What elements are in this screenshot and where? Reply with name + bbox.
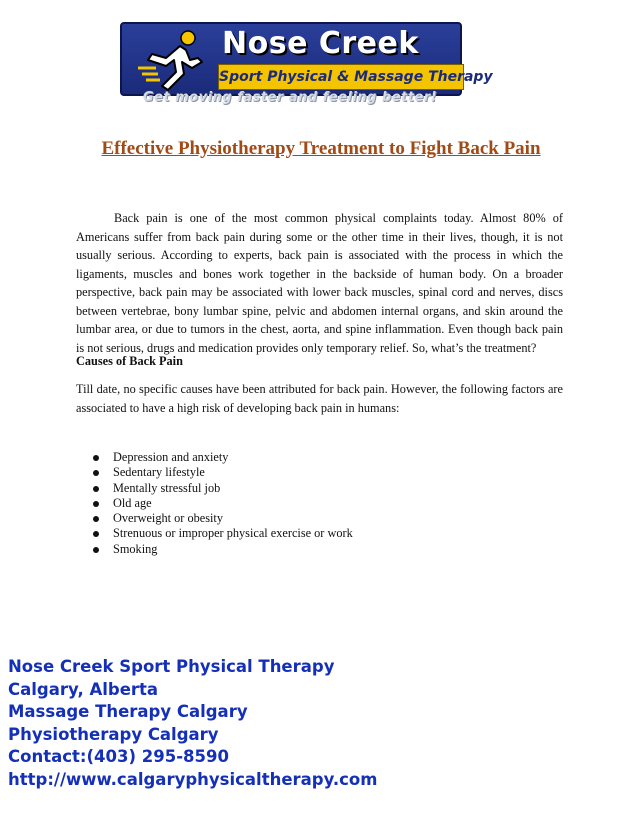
list-item (90, 526, 353, 541)
logo-subtitle: Sport Physical & Massage Therapy (218, 64, 464, 90)
contact-footer (8, 656, 628, 791)
list-item (90, 481, 353, 496)
list-item-text: Sedentary lifestyle (113, 465, 205, 480)
list-item (90, 465, 353, 480)
bullet-icon (93, 501, 99, 507)
list-item-text: Mentally stressful job (113, 480, 221, 495)
logo-banner (120, 22, 493, 96)
causes-heading: Causes of Back Pain (76, 354, 183, 368)
bullet-icon (93, 486, 99, 492)
causes-list (90, 450, 353, 557)
list-item (90, 542, 353, 557)
bullet-icon (93, 531, 99, 537)
footer-massage-link[interactable]: Massage Therapy Calgary (8, 702, 248, 721)
article-title: Effective Physiotherapy Treatment to Fight Back Pain (101, 138, 541, 159)
clinic-logo (110, 22, 493, 107)
list-item-text: Old age (113, 495, 152, 510)
footer-contact-phone[interactable]: Contact:(403) 295-8590 (8, 747, 229, 766)
logo-name: Nose Creek (222, 26, 419, 61)
list-item (90, 511, 353, 526)
bullet-icon (93, 516, 99, 522)
list-item-text: Smoking (113, 541, 158, 556)
logo-tagline: Get moving faster and feeling better! (142, 90, 438, 105)
footer-clinic-name: Nose Creek Sport Physical Therapy (8, 657, 335, 676)
footer-website-link[interactable]: http://www.calgaryphysicaltherapy.com (8, 769, 378, 789)
list-item-text: Strenuous or improper physical exercise or work (113, 526, 353, 541)
list-item-text: Overweight or obesity (113, 511, 223, 526)
list-item (90, 496, 353, 511)
causes-paragraph: Till date, no specific causes have been attributed for back pain. However, the following factors are associated to have a high risk of developing back pain in humans: (76, 382, 563, 415)
footer-location: Calgary, Alberta (8, 679, 159, 699)
running-man-icon (136, 28, 212, 92)
bullet-icon (93, 547, 99, 553)
footer-physio-link[interactable]: Physiotherapy Calgary (8, 724, 219, 744)
list-item-text: Depression and anxiety (113, 450, 229, 464)
list-item (90, 450, 353, 465)
bullet-icon (93, 470, 99, 476)
intro-paragraph: Back pain is one of the most common physical complaints today. Almost 80% of Americans suffer from back pain during some or the other time in their lives, though, it is not usually serious. According to experts, back pain is associated with the process in which the ligaments, muscles and bones work together in the backside of human body. On a broader perspective, back pain may be associated with lower back muscles, spinal cord and nerves, discs between vertebrae, bony lumbar spine, pelvic and abdomen internal organs, and skin around the lumbar area, or due to tumors in the chest, aorta, and spine inflammation. Even though back pain is not serious, drugs and medication provides only temporary relief. So, what’s the treatment? (76, 211, 563, 355)
bullet-icon (93, 455, 99, 461)
